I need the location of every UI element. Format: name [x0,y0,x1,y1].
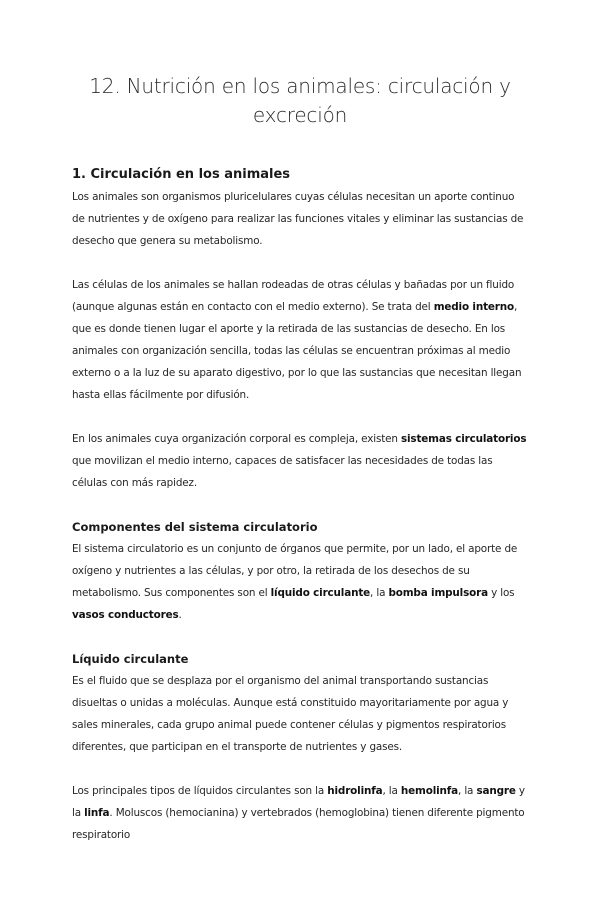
section-heading-fluid: Líquido circulante [72,652,189,666]
document-title [72,72,528,130]
paragraph-fluid-types: Los principales tipos de líquidos circulantes son la hidrolinfa, la hemolinfa, la sangre y la linfa. Moluscos (hemocianina) y vertebrados (hemoglobina) tienen diferente pigmento respiratorio [72,785,525,841]
term-vasos-conductores: vasos conductores [72,609,179,621]
title-line-1: 12. Nutrición en los animales: circulación y [89,74,511,98]
section-heading-circulation: 1. Circulación en los animales [72,167,291,182]
paragraph-intro: Los animales son organismos pluricelulares cuyas células necesitan un aporte continuo de nutrientes y de oxígeno para realizar las funciones vitales y eliminar las sustancias de desecho que genera su metabolismo. [72,191,524,247]
term-hidrolinfa: hidrolinfa [327,785,383,797]
term-medio-interno: medio interno [433,301,515,313]
paragraph-circulatory-systems: En los animales cuya organización corporal es compleja, existen sistemas circulatorios que movilizan el medio interno, capaces de satisfacer las necesidades de todas las células con más rapidez. [72,433,527,489]
term-bomba-impulsora: bomba impulsora [388,587,488,599]
section-heading-components: Componentes del sistema circulatorio [72,520,318,534]
term-hemolinfa: hemolinfa [400,785,459,797]
paragraph-internal-medium: Las células de los animales se hallan rodeadas de otras células y bañadas por un fluido (aunque algunas están en contacto con el medio externo). Se trata del medio interno, que es donde tienen lugar el aporte y la retirada de las sustancias de desecho. En los animales con organización sencilla, todas las células se encuentran próximas al medio externo o a la luz de su aparato digestivo, por lo que las sustancias que necesitan llegan hasta ellas fácilmente por difusión. [72,279,522,401]
paragraph-fluid: Es el fluido que se desplaza por el organismo del animal transportando sustancias disueltas o unidas a moléculas. Aunque está constituido mayoritariamente por agua y sales minerales, cada grupo animal puede contener células y pigmentos respiratorios diferentes, que participan en el transporte de nutrientes y gases. [72,675,509,753]
term-sistemas-circulatorios: sistemas circulatorios [400,433,527,445]
paragraph-components: El sistema circulatorio es un conjunto de órganos que permite, por un lado, el aporte de oxígeno y nutrientes a las células, y por otro, la retirada de los desechos de su metabolismo. Sus componentes son el líquido circulante, la bomba impulsora y los vasos conductores. [72,543,518,621]
term-linfa: linfa [84,807,110,819]
document-page [0,72,600,920]
term-sangre: sangre [476,785,516,797]
term-liquido-circulante: líquido circulante [270,587,371,599]
title-line-2: excreción [252,103,348,127]
